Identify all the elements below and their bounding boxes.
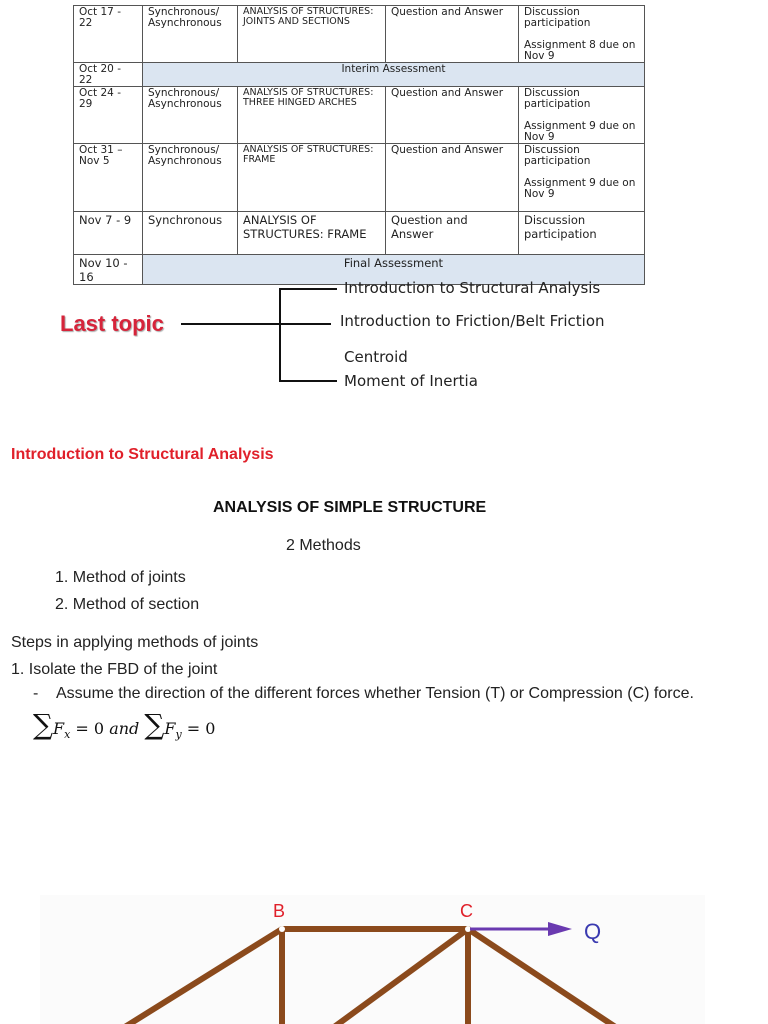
- assessment-cell: Discussion participation: [519, 212, 645, 255]
- sigma-symbol: ∑: [33, 708, 53, 741]
- page-heading: ANALYSIS OF SIMPLE STRUCTURE: [213, 499, 487, 516]
- date-cell: Nov 10 - 16: [74, 255, 143, 285]
- assessment-text: Discussion participation: [524, 87, 591, 110]
- table-row: [74, 212, 645, 255]
- load-label-q: Q: [584, 919, 602, 944]
- connector-line: [181, 323, 281, 325]
- assessment-text: Discussion participation: [524, 6, 591, 29]
- assessment-cell: [519, 6, 645, 63]
- date-cell: Oct 24 - 29: [74, 87, 143, 144]
- equals-zero: = 0: [75, 719, 105, 738]
- assignment-text: Assignment 9 due on Nov 9: [524, 120, 636, 143]
- mode-cell: Synchronous/ Asynchronous: [143, 144, 238, 212]
- method-item: 2. Method of section: [55, 596, 200, 613]
- force-y: F: [164, 719, 176, 738]
- bullet-dash: -: [33, 685, 39, 702]
- topic-item: Centroid: [344, 348, 408, 366]
- date-cell: Oct 31 – Nov 5: [74, 144, 143, 212]
- topic-item: Introduction to Friction/Belt Friction: [340, 312, 605, 330]
- mode-cell: Synchronous/ Asynchronous: [143, 6, 238, 63]
- sigma-symbol: ∑: [144, 708, 165, 741]
- topic-cell: ANALYSIS OF STRUCTURES: FRAME: [238, 212, 386, 255]
- last-topic-label: Last topic: [60, 311, 164, 336]
- diagram-background: [40, 895, 705, 1024]
- bullet-text: Assume the direction of the different forces whether Tension (T) or Compression (C) force.: [56, 685, 694, 702]
- bracket-vertical: [279, 288, 281, 381]
- mode-cell: Synchronous/ Asynchronous: [143, 87, 238, 144]
- steps-title: Steps in applying methods of joints: [11, 634, 259, 651]
- step-item: 1. Isolate the FBD of the joint: [11, 661, 218, 678]
- table-row: [74, 6, 645, 63]
- table-row: [74, 63, 645, 87]
- topic-item: Introduction to Structural Analysis: [344, 279, 601, 297]
- methods-count: 2 Methods: [286, 537, 361, 554]
- assessment-text: Discussion participation: [524, 144, 591, 167]
- activity-cell: Question and Answer: [386, 144, 519, 212]
- date-cell: Oct 20 - 22: [74, 63, 143, 87]
- subscript-x: x: [64, 728, 71, 742]
- equals-zero: = 0: [186, 719, 216, 738]
- bracket-branch: [279, 380, 337, 382]
- date-cell: Oct 17 - 22: [74, 6, 143, 63]
- section-title: Introduction to Structural Analysis: [11, 446, 274, 463]
- assignment-text: Assignment 8 due on Nov 9: [524, 39, 636, 62]
- activity-cell: Question and Answer: [386, 212, 519, 255]
- topic-cell: ANALYSIS OF STRUCTURES: THREE HINGED ARCHES: [238, 87, 386, 144]
- joint-b: [279, 926, 285, 932]
- schedule-table: [73, 5, 645, 285]
- method-item: 1. Method of joints: [55, 569, 186, 586]
- mode-cell: Synchronous: [143, 212, 238, 255]
- activity-cell: Question and Answer: [386, 87, 519, 144]
- truss-diagram: [0, 890, 768, 1024]
- date-cell: Nov 7 - 9: [74, 212, 143, 255]
- equilibrium-equation: [33, 708, 215, 741]
- force-x: F: [53, 719, 65, 738]
- interim-assessment-cell: Interim Assessment: [143, 63, 645, 87]
- assessment-cell: [519, 87, 645, 144]
- subscript-y: y: [175, 728, 182, 742]
- assignment-text: Assignment 9 due on Nov 9: [524, 177, 636, 200]
- bracket-branch: [279, 323, 331, 325]
- topic-item: Moment of Inertia: [344, 372, 478, 390]
- final-assessment-cell: Final Assessment: [143, 255, 645, 285]
- node-label-c: C: [460, 901, 473, 921]
- topic-cell: ANALYSIS OF STRUCTURES: FRAME: [238, 144, 386, 212]
- node-label-b: B: [273, 901, 286, 921]
- activity-cell: Question and Answer: [386, 6, 519, 63]
- topic-cell: ANALYSIS OF STRUCTURES: JOINTS AND SECTIONS: [238, 6, 386, 63]
- and-word: and: [109, 719, 140, 738]
- table-row: [74, 87, 645, 144]
- bracket-branch: [279, 288, 337, 290]
- table-row: [74, 144, 645, 212]
- assessment-cell: [519, 144, 645, 212]
